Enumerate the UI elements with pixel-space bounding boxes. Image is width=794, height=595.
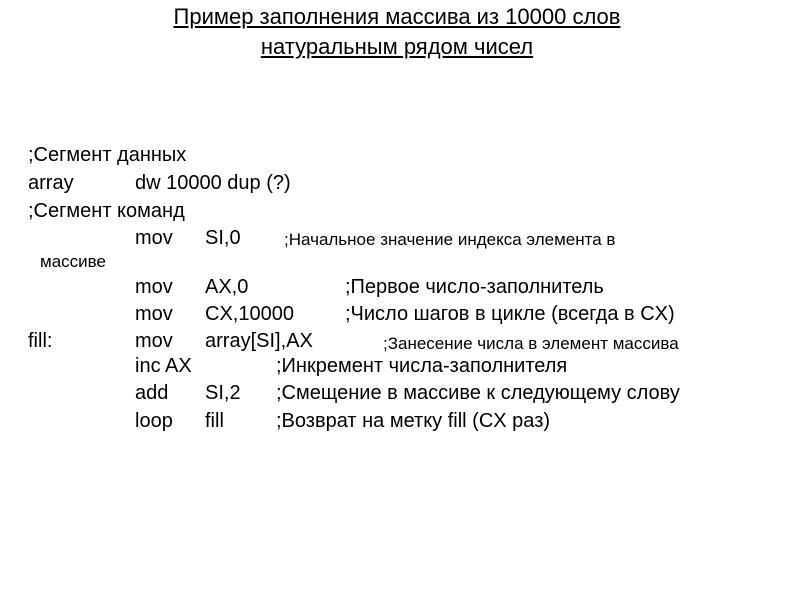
instruction-4-args: array[SI],AX <box>205 330 313 352</box>
instruction-7-args: fill <box>205 410 224 432</box>
instruction-3-op: mov <box>135 303 173 325</box>
instruction-6-args: SI,2 <box>205 382 241 404</box>
instruction-2-op: mov <box>135 276 173 298</box>
instruction-1-comment: ;Начальное значение индекса элемента в <box>284 230 616 249</box>
instruction-2-args: AX,0 <box>205 276 249 298</box>
comment-code-segment: ;Сегмент команд <box>28 200 185 222</box>
slide-title-line-1: Пример заполнения массива из 10000 слов <box>173 4 621 29</box>
instruction-5: inc AX <box>135 355 192 377</box>
instruction-1-op: mov <box>135 227 173 249</box>
comment-data-segment: ;Сегмент данных <box>28 144 187 166</box>
instruction-6-op: add <box>135 382 169 404</box>
instruction-1-args: SI,0 <box>205 227 241 249</box>
instruction-2-comment: ;Первое число-заполнитель <box>345 276 604 298</box>
slide-title-line-2: натуральным рядом чисел <box>260 34 534 59</box>
instruction-3-comment: ;Число шагов в цикле (всегда в CX) <box>345 303 675 325</box>
instruction-4-op: mov <box>135 330 173 352</box>
instruction-7-comment: ;Возврат на метку fill (CX раз) <box>276 410 551 432</box>
instruction-3-args: CX,10000 <box>205 303 294 325</box>
instruction-4-comment: ;Занесение числа в элемент массива <box>383 334 679 353</box>
array-label: array <box>28 172 74 194</box>
fill-label: fill: <box>28 330 53 352</box>
instruction-7-op: loop <box>135 410 173 432</box>
instruction-1-comment-wrap: массиве <box>40 252 106 271</box>
instruction-6-comment: ;Смещение в массиве к следующему слову <box>276 382 680 404</box>
instruction-5-comment: ;Инкремент числа-заполнителя <box>276 355 568 377</box>
array-declaration: dw 10000 dup (?) <box>135 172 291 194</box>
